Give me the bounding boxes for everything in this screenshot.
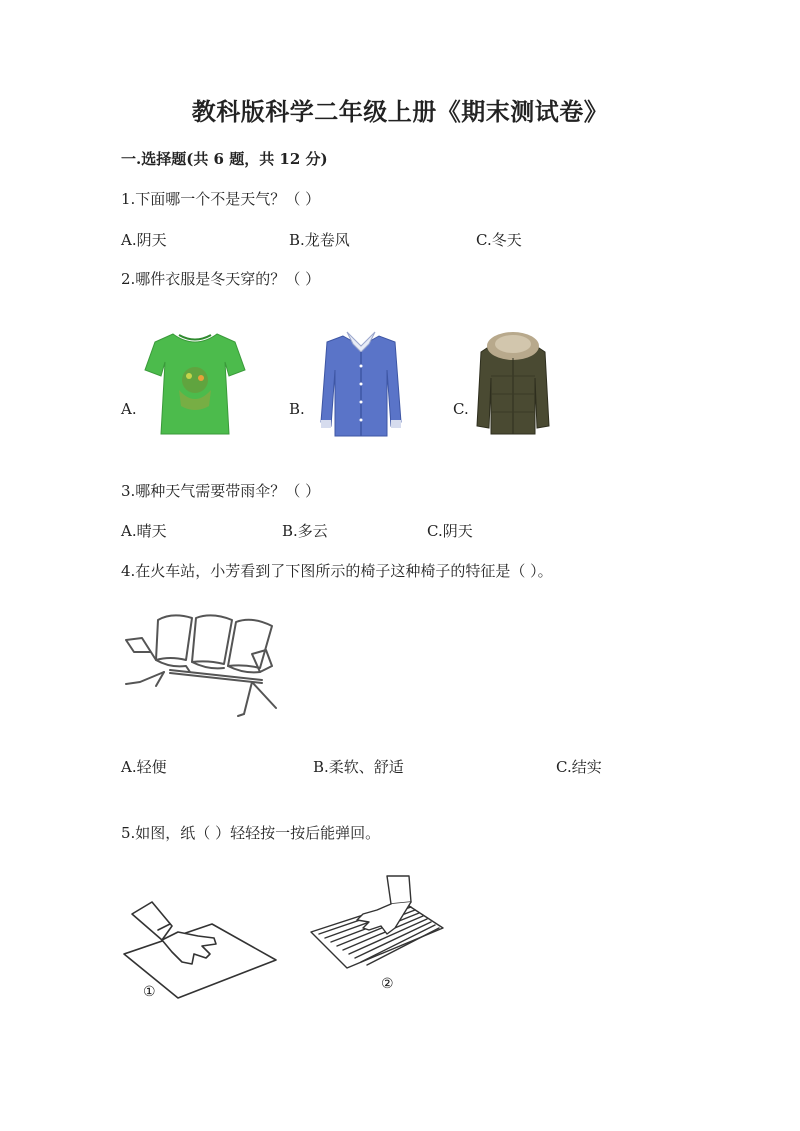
question-2-text: 2.哪件衣服是冬天穿的？（ ） xyxy=(121,270,321,288)
question-3-option-a: A.晴天 xyxy=(121,522,167,540)
question-1-option-a: A.阴天 xyxy=(121,231,167,249)
question-2-option-c: C. xyxy=(453,400,469,418)
question-3-text: 3.哪种天气需要带雨伞？（ ） xyxy=(121,482,321,500)
winter-jacket-image xyxy=(477,330,549,436)
question-5-text: 5.如图，纸（ ）轻轻按一按后能弹回。 xyxy=(121,824,381,842)
question-2-option-b: B. xyxy=(289,400,305,418)
blue-shirt-image xyxy=(317,330,405,438)
section-heading: 一.选择题(共 6 题，共 12 分) xyxy=(121,150,328,168)
question-1-text: 1.下面哪一个不是天气？（ ） xyxy=(121,190,321,208)
question-4-text: 4.在火车站，小芳看到了下图所示的椅子这种椅子的特征是（ ）。 xyxy=(121,562,553,580)
page-title: 教科版科学二年级上册《期末测试卷》 xyxy=(191,97,609,126)
question-2-option-a: A. xyxy=(121,400,137,418)
green-tshirt-image xyxy=(143,330,247,438)
question-3-option-c: C.阴天 xyxy=(427,522,473,540)
figure-2-label: ② xyxy=(381,976,394,992)
figure-1-label: ① xyxy=(143,984,156,1000)
question-4-option-b: B.柔软、舒适 xyxy=(313,758,404,776)
question-3-option-b: B.多云 xyxy=(282,522,328,540)
question-4-option-c: C.结实 xyxy=(556,758,602,776)
question-1-option-b: B.龙卷风 xyxy=(289,231,350,249)
question-1-option-c: C.冬天 xyxy=(476,231,522,249)
question-4-option-a: A.轻便 xyxy=(121,758,167,776)
hand-on-corrugated-paper-image xyxy=(307,872,447,972)
station-bench-image xyxy=(120,610,280,722)
